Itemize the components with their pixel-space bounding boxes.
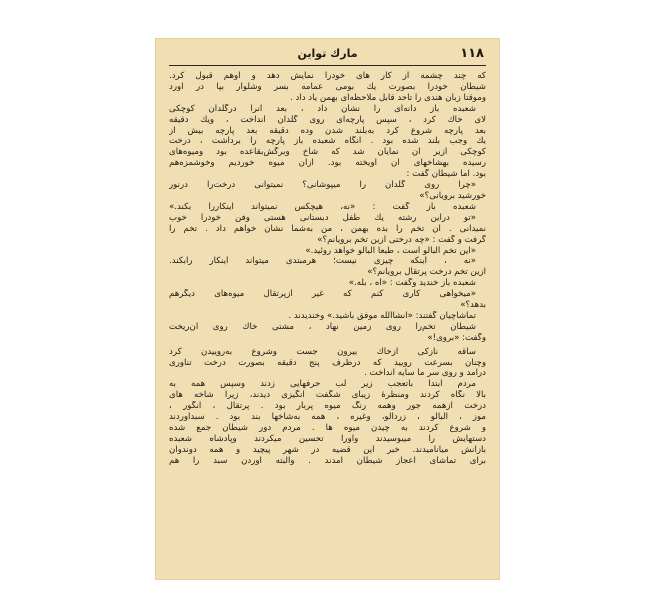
- text-line: بالا نگاه کردند ومنظرهٔ زیبای شگفت انگیزی دیدند، زیرا شاخه های: [169, 390, 486, 401]
- text-line: ازین تخم درخت پرتقال برویانم؟»: [367, 267, 486, 278]
- text-line: گرفت و گفت : «چه درختی ازین تخم برویانم؟»: [317, 234, 486, 245]
- header-rule: [169, 65, 486, 66]
- text-line: یك وجب بلند شده بود . آنگاه شعبده باز پارچه را برداشت ، درخت: [169, 136, 486, 147]
- text-line: مردم ابتدا باتعجب زیر لب حرفهایی زدند وسپس همه به: [169, 379, 476, 390]
- text-line: برای تماشای اعجاز شیطان آمدند . والبته آوردن سبد را هم: [169, 455, 486, 466]
- text-line: شعبده باز دانه‌ای را نشان داد ، بعد آنرا درگلدان کوچکی: [169, 103, 476, 114]
- page-header: [169, 46, 486, 62]
- text-line: خورشید برویانی؟»: [419, 190, 486, 201]
- text-line: «میخواهی کاری کنم که غیر ازپرتقال میوه‌های دیگرهم: [169, 289, 476, 300]
- book-page: [155, 38, 500, 580]
- text-line: «نه ، اینکه چیزی نیست؛ هرمبتدی میتواند اینکار رابکند.: [169, 256, 476, 267]
- text-line: شعبده باز خندید وگفت : «آه ، بله.»: [348, 278, 476, 289]
- text-line: درخت ازهمه جور وهمه رنگ میوه پربار بود . پرتقال ، انگور ،: [169, 401, 486, 412]
- text-line: وموقتا زبان هندی را تاحد قابل ملاحظه‌ای بهمن یاد داد .: [290, 92, 486, 103]
- text-line: درآمد و روی سر ما سایه انداخت .: [364, 368, 486, 379]
- text-line: دستهایش را میبوسیدند واورا تحسین میکردند وپادشاه شعبده: [169, 433, 486, 444]
- text-line: وچنان بسرعت رویید که درظرف پنج دقیقه بصورت درخت تناوری: [169, 357, 486, 368]
- text-line: ساقه نازکی ازخاك بیرون جست وشروع به‌روییدن کرد: [169, 346, 476, 357]
- text-line: و شروع کردند به چیدن میوه ها . مردم دور شیطان جمع شده: [169, 423, 486, 433]
- text-line: بازانش میانامیدند. خبر این قضیه در شهر پیچید و همه دوندوان: [169, 444, 486, 455]
- text-line: موز ، آلبالو ، زردآلو، وغیره ، همه به‌شاخها بند بود . سبدآوردند: [169, 412, 486, 423]
- text-line: «تو دراین رشته یك طفل دبستانی هستی وفن خودرا خوب: [169, 212, 476, 223]
- text-line: بود. اما شیطان گفت :: [406, 169, 486, 180]
- body-text: [169, 71, 486, 572]
- text-line: «چرا روی گلدان را میپوشانی؟ نمیتوانی درخت‌را درنور: [169, 180, 476, 191]
- text-line: لای خاك کرد ، سپس پارچه‌ای روی گلدان انداخت ، ویك دقیقه: [169, 114, 486, 125]
- text-line: «این تخم آلبالو است ، طبعا آلبالو خواهد روئید.»: [305, 245, 476, 256]
- text-line: بدهد؟»: [460, 300, 486, 311]
- text-line: شیطان تخم‌را روی زمین نهاد ، مشتی خاك روی آن‌ریخت: [169, 321, 476, 332]
- text-line: تماشاچیان گفتند: «انشاالله موفق باشید.» وخندیدند .: [288, 310, 476, 321]
- text-line: رسیده بهشاخهای آن آویخته بود. ازآن میوه خوردیم وخوشمزه‌هم: [169, 158, 486, 169]
- page-number: ۱۱۸: [460, 46, 484, 61]
- text-line: کوچکی ازیر آن نمایان شد که شاخ وبرگش‌بقاعده بود ومیوه‌های: [169, 147, 486, 158]
- text-line: نمیدانی . آن تخم را بده بهمن ، من به‌شما نشان خواهم داد . تخم را: [169, 223, 486, 234]
- text-line: که چند چشمه از کار های خودرا نمایش دهد و اوهم قبول کرد.: [169, 71, 486, 81]
- text-line: شعبده باز گفت : «نه، هیچکس نمیتواند اینکاررا بکند.»: [169, 201, 476, 212]
- running-title: مارك تواين: [297, 47, 358, 60]
- text-line: شیطان خودرا بصورت یك بومی عمامه بسر وشلوار بپا در آورد: [169, 81, 486, 92]
- text-line: بعد پارچه شروع کرد به‌بلند شدن وده دقیقه بعد پارچه بیش از: [169, 125, 486, 136]
- text-line: وگفت: «بروی!»: [427, 332, 486, 343]
